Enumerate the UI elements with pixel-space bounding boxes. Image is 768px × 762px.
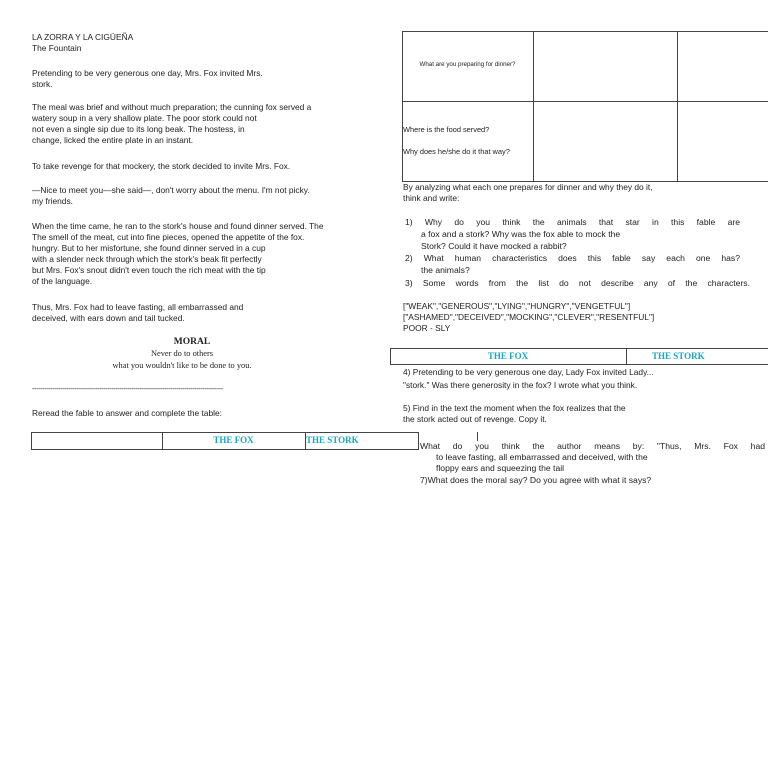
word-list: POOR - SLY [403,323,451,333]
table-header-stork: THE STORK [652,351,705,361]
question-2-line: the animals? [421,265,470,275]
question-5: 5) Find in the text the moment when the fox realizes that the [403,403,626,413]
question-6: What do you think the author means by: "Thus, Mrs. Fox had [420,441,765,451]
question-3: 3) Some words from the list do not describe any of the characters. [405,278,750,288]
paragraph-line: not even a single sip due to its long beak. The hostess, in [32,124,245,134]
paragraph-line: hungry. But to her misfortune, she found dinner served in a cup [32,243,266,253]
question-6-line: floppy ears and squeezing the tail [436,463,565,473]
table-instruction: Reread the fable to answer and complete the table: [32,408,222,418]
fable-source: The Fountain [32,43,82,53]
table-cell-question: Why does he/she do it that way? [403,147,510,156]
analyze-line: By analyzing what each one prepares for dinner and why they do it, [403,182,653,192]
moral-line: what you wouldn't like to be done to you. [112,361,252,370]
question-1: 1) Why do you think the animals that star in this fable are [405,217,740,227]
paragraph-line: To take revenge for that mockery, the stork decided to invite Mrs. Fox. [32,161,291,171]
question-2: 2) What human characteristics does this fable say each one has? [405,253,740,263]
paragraph-line: with a slender neck through which the stork's beak fit perfectly [32,254,262,264]
table-header-fox: THE FOX [487,351,529,361]
question-6-line: to leave fasting, all embarrassed and deceived, with the [436,452,648,462]
question-1-line: Stork? Could it have mocked a rabbit? [421,241,567,251]
table-cell-question: Where is the food served? [403,125,490,134]
paragraph-line: The smell of the meat, cut into fine pieces, opened the appetite of the fox. [32,232,305,242]
table-cell-question: What are you preparing for dinner? [419,61,516,68]
analyze-line: think and write: [403,193,460,203]
paragraph-line: Thus, Mrs. Fox had to leave fasting, all embarrassed and [32,302,244,312]
question-7: 7)What does the moral say? Do you agree with what it says? [420,475,652,485]
moral-line: Never do to others [150,349,214,358]
paragraph-line: but Mrs. Fox's snout didn't even touch the rich meat with the tip [32,265,266,275]
table-fragment [477,432,478,441]
divider: ---------------------------------------------------------------------------------------------- [32,386,223,393]
table-header-fox: THE FOX [213,435,254,445]
fable-title: LA ZORRA Y LA CIGÜEÑA [32,32,134,42]
paragraph-line: Pretending to be very generous one day, Mrs. Fox invited Mrs. [32,68,263,78]
question-5-line: the stork acted out of revenge. Copy it. [403,414,547,424]
word-list: ["ASHAMED","DECEIVED","MOCKING","CLEVER","RESENTFUL"] [403,312,655,322]
table-header-stork: THE STORK [306,435,359,445]
question-4: 4) Pretending to be very generous one day, Lady Fox invited Lady... [403,367,654,377]
paragraph-line: of the language. [32,276,93,286]
paragraph-line: deceived, with ears down and tail tucked. [32,313,185,323]
paragraph-line: The meal was brief and without much preparation; the cunning fox served a [32,102,312,112]
word-list: ["WEAK","GENEROUS","LYING","HUNGRY","VENGETFUL"] [403,301,631,311]
paragraph-line: —Nice to meet you—she said—, don't worry about the menu. I'm not picky. [32,185,310,195]
paragraph-line: watery soup in a very shallow plate. The poor stork could not [32,113,257,123]
question-1-line: a fox and a stork? Why was the fox able to mock the [421,229,621,239]
paragraph-line: When the time came, he ran to the stork's house and found dinner served. The [32,221,324,231]
paragraph-line: stork. [32,79,53,89]
moral-title: MORAL [173,337,211,347]
paragraph-line: my friends. [32,196,73,206]
question-4-line: "stork." Was there generosity in the fox? I wrote what you think. [403,380,638,390]
paragraph-line: change, licked the entire plate in an instant. [32,135,194,145]
